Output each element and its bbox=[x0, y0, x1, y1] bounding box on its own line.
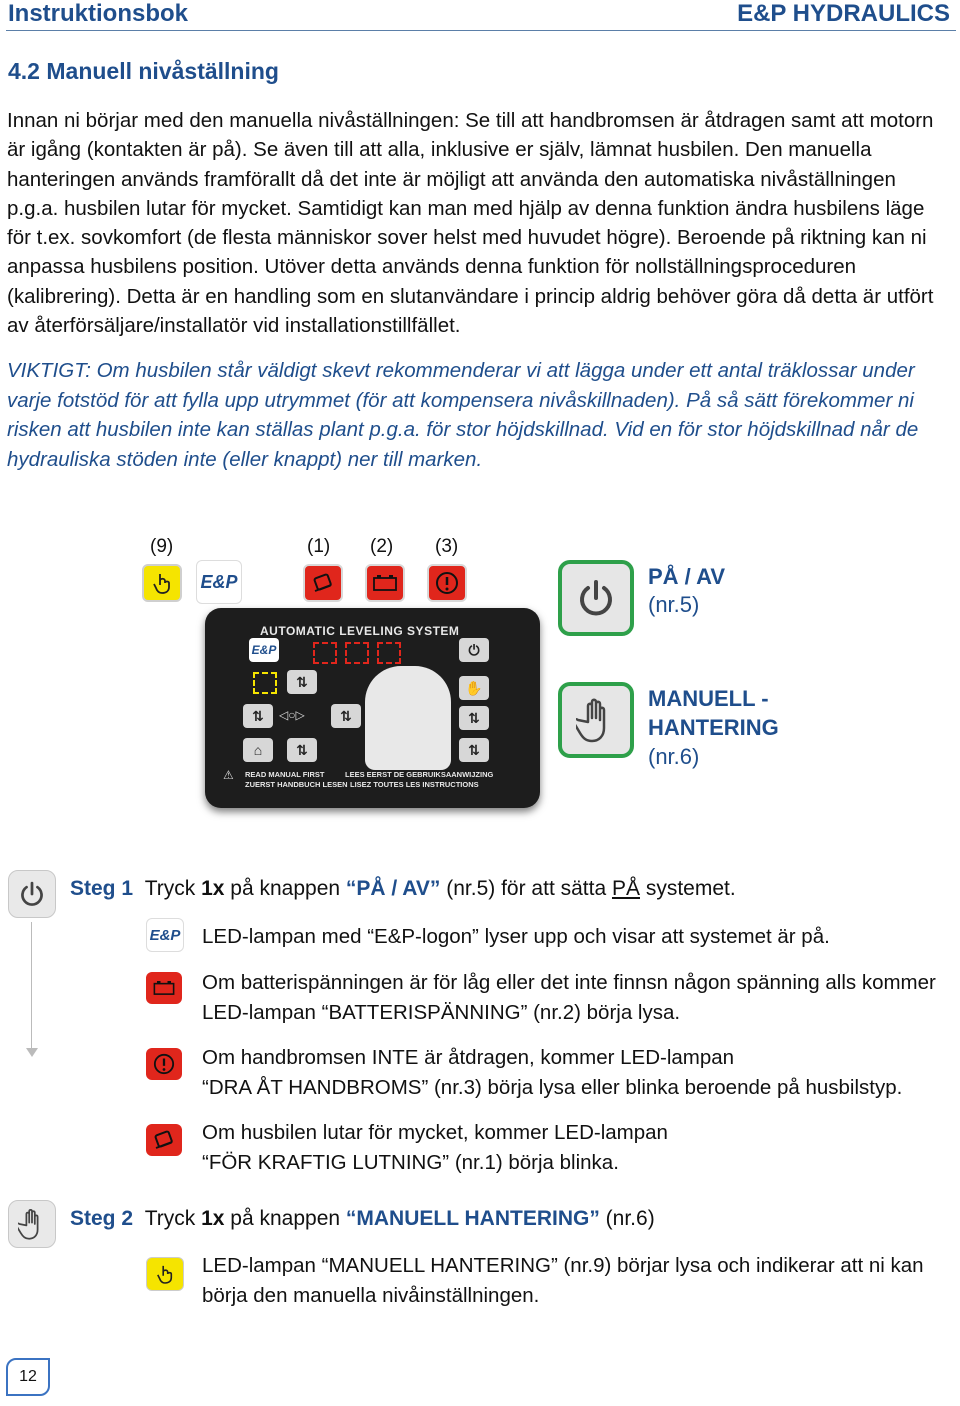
section-heading: 4.2 Manuell nivåställning bbox=[8, 58, 279, 84]
step2-instruction bbox=[70, 1207, 655, 1231]
step1-pre: Tryck bbox=[144, 877, 202, 900]
panel-front-button[interactable]: ⇅ bbox=[287, 670, 317, 694]
handbrake-warning-led-icon bbox=[427, 564, 467, 602]
intro-paragraph: Innan ni börjar med den manuella nivåställningen: Se till att handbromsen är åtdragen samt att motorn är igång (kontakten är på). Se även till att alla, inklusive er själv, lämnat husbilen. Den manuella hanteringen används framförallt då det inte är möjligt att använda den automatiska nivåställningen p.g.a. husbilen lutar för mycket. Samtidigt kan man med hjälp av denna funktion ändra husbilens läge för t.ex. sovkomfort (de flesta människor sover helst med huvudet högre). Beroende på riktning kan ni anpassa husbilens position. Utöver detta används denna funktion för nollställningsproceduren (kalibrering). Detta är en handling som en slutanvändare i princip aldrig behöver göra då detta är utfört av återförsäljare/installatör vid installationstillfället. bbox=[7, 109, 934, 338]
panel-rear-button[interactable]: ⇅ bbox=[287, 738, 317, 762]
step1-underlined: PÅ bbox=[611, 877, 640, 900]
panel-extend-button[interactable]: ⇅ bbox=[459, 738, 489, 762]
step1-item-1: LED-lampan med “E&P-logon” lyser upp och visar att systemet är på. bbox=[202, 925, 830, 948]
manual-label-line-2: HANTERING bbox=[648, 715, 779, 740]
step1-count: 1x bbox=[201, 877, 225, 900]
label-nr1: (1) bbox=[307, 536, 331, 557]
step2-button-name: “MANUELL HANTERING” bbox=[345, 1207, 600, 1230]
step-connector-arrow bbox=[26, 1048, 38, 1057]
panel-footer-line-2: ZUERST HANDBUCH LESEN bbox=[245, 780, 348, 789]
panel-direction-arrows: ◁○▷ bbox=[279, 708, 305, 722]
panel-led-tilt bbox=[313, 642, 337, 664]
tilt-icon bbox=[146, 1124, 182, 1156]
ep-logo-icon: E&P bbox=[146, 918, 184, 952]
step1-power-icon bbox=[8, 870, 56, 918]
panel-footer-line-1: READ MANUAL FIRST bbox=[245, 770, 325, 779]
manual-hand-icon bbox=[558, 682, 634, 758]
panel-footer-line-4: LISEZ TOUTES LES INSTRUCTIONS bbox=[350, 780, 479, 789]
step1-post1: (nr.5) för att sätta bbox=[440, 877, 612, 900]
panel-manual-button[interactable]: ✋ bbox=[459, 676, 489, 700]
step-connector-line bbox=[31, 922, 32, 1050]
step2-hand-icon bbox=[8, 1200, 56, 1248]
panel-right-button[interactable]: ⇅ bbox=[331, 704, 361, 728]
manual-hand-led-icon bbox=[142, 564, 182, 602]
step2-item-1: LED-lampan “MANUELL HANTERING” (nr.9) börjar lysa och indikerar att ni kan börja den manuella nivåinställningen. bbox=[202, 1254, 924, 1307]
panel-retract-button[interactable]: ⇅ bbox=[459, 706, 489, 730]
document-title: Instruktionsbok bbox=[8, 0, 189, 27]
label-nr3: (3) bbox=[435, 536, 459, 557]
step1-mid: på knappen bbox=[224, 877, 346, 900]
control-panel bbox=[205, 608, 540, 808]
step1-item-4: Om husbilen lutar för mycket, kommer LED-lampan “FÖR KRAFTIG LUTNING” (nr.1) börja blinka. bbox=[202, 1121, 668, 1174]
warning-icon bbox=[146, 1048, 182, 1080]
step1-label: Steg 1 bbox=[70, 877, 134, 900]
step2-pre: Tryck bbox=[144, 1207, 202, 1230]
page-number: 12 bbox=[6, 1358, 50, 1396]
manual-label-line-1: MANUELL - bbox=[648, 686, 769, 711]
panel-led-battery bbox=[345, 642, 369, 664]
onoff-number: (nr.5) bbox=[648, 592, 700, 617]
panel-slide-button[interactable]: ⌂ bbox=[243, 738, 273, 762]
step2-mid: på knappen bbox=[224, 1207, 346, 1230]
panel-warning-icon: ⚠ bbox=[223, 768, 234, 782]
panel-left-button[interactable]: ⇅ bbox=[243, 704, 273, 728]
battery-icon bbox=[146, 972, 182, 1004]
panel-power-button[interactable]: ⏻ bbox=[459, 638, 489, 662]
panel-ep-logo: E&P bbox=[249, 638, 279, 662]
power-button-icon bbox=[558, 560, 634, 636]
step2-post: (nr.6) bbox=[599, 1207, 655, 1230]
panel-footer-line-3: LEES EERST DE GEBRUIKSAANWIJZING bbox=[345, 770, 494, 779]
label-nr9: (9) bbox=[150, 536, 174, 557]
step2-label: Steg 2 bbox=[70, 1207, 134, 1230]
onoff-label: PÅ / AV bbox=[648, 564, 726, 589]
tilt-led-icon bbox=[303, 564, 343, 602]
step1-instruction bbox=[70, 877, 736, 901]
step1-item-2: Om batterispänningen är för låg eller det inte finnsn någon spänning alls kommer LED-lampan “BATTERISPÄNNING” (nr.2) börja lysa. bbox=[202, 971, 936, 1024]
label-nr2: (2) bbox=[370, 536, 394, 557]
ep-logo-icon: E&P bbox=[196, 560, 242, 604]
step1-post2: systemet. bbox=[640, 877, 736, 900]
step1-button-name: “PÅ / AV” bbox=[345, 877, 441, 900]
panel-vehicle-graphic bbox=[365, 666, 451, 770]
brand-name: E&P HYDRAULICS bbox=[737, 0, 950, 27]
manual-hand-led-icon bbox=[146, 1257, 184, 1291]
warning-paragraph: VIKTIGT: Om husbilen står väldigt skevt rekommenderar vi att lägga under ett antal träklossar under varje fotstöd för att fylla upp utrymmet (för att kompensera nivåskillnaden). På så sätt förekommer ni risken att husbilen inte kan ställas plant p.g.a. för stor höjdskillnad. Vid en för stor höjdskillnad når de hydrauliska stöden inte (eller knappt) ner till marken. bbox=[7, 359, 919, 471]
manual-number: (nr.6) bbox=[648, 744, 700, 769]
panel-title: AUTOMATIC LEVELING SYSTEM bbox=[260, 624, 460, 638]
panel-led-warning bbox=[377, 642, 401, 664]
battery-led-icon bbox=[365, 564, 405, 602]
step2-count: 1x bbox=[201, 1207, 225, 1230]
panel-led-manual bbox=[253, 672, 277, 694]
step1-item-3: Om handbromsen INTE är åtdragen, kommer LED-lampan “DRA ÅT HANDBROMS” (nr.3) börja lysa eller blinka beroende på husbilstyp. bbox=[202, 1046, 903, 1099]
header-divider bbox=[6, 30, 956, 31]
